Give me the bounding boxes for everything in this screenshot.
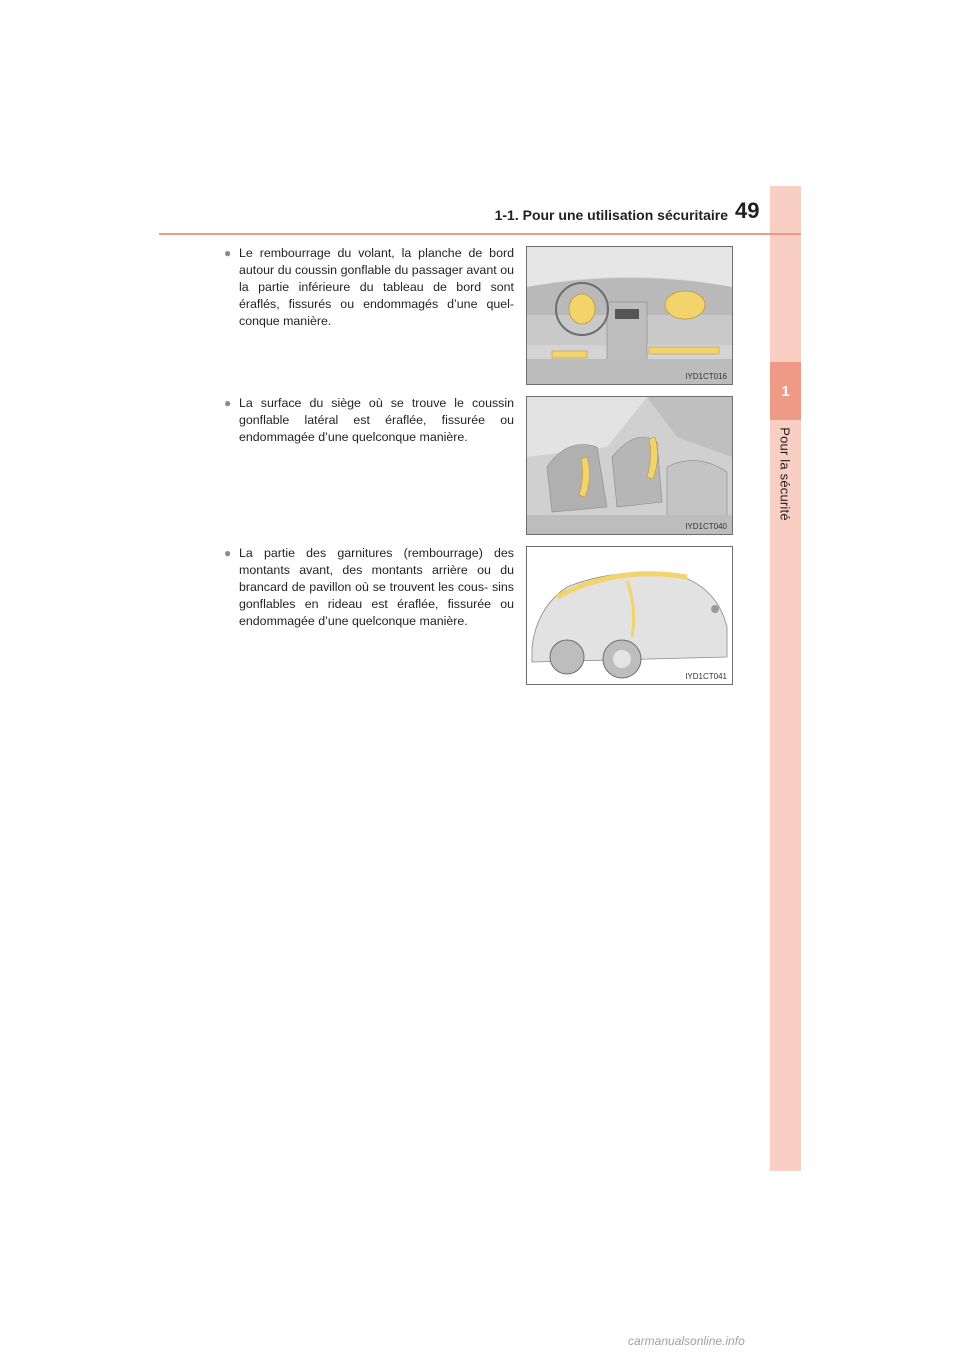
side-airbag-illustration [526, 396, 733, 535]
item-text: La partie des garnitures (rembourrage) des montants avant, des montants arrière ou du brancard de pavillon où se trouvent les cous- sins gonflables en rideau est éraflée, fissurée ou endommagée d’une quelconque manière. [239, 546, 514, 628]
side-tab [770, 186, 801, 1171]
chapter-number: 1 [770, 362, 801, 420]
watermark: carmanualsonline.info [628, 1334, 745, 1348]
section-title: 1-1. Pour une utilisation sécuritaire [494, 207, 728, 223]
item-text: Le rembourrage du volant, la planche de bord autour du coussin gonflable du passager avant ou la partie inférieure du tableau de bord sont éraflés, fissurés ou endommagés d’une quel- conque manière. [239, 246, 514, 328]
dashboard-airbag-illustration [526, 246, 733, 385]
figure-code: IYD1CT016 [685, 372, 727, 381]
bullet-icon: ● [224, 246, 232, 260]
bullet-icon: ● [224, 546, 232, 560]
chapter-label: Pour la sécurité [777, 427, 793, 521]
page-number: 49 [735, 198, 760, 223]
list-item [224, 245, 514, 330]
list-item [224, 545, 514, 630]
figure-code: IYD1CT041 [685, 672, 727, 681]
figure-code: IYD1CT040 [685, 522, 727, 531]
header-rule [159, 233, 801, 235]
bullet-icon: ● [224, 396, 232, 410]
curtain-airbag-illustration [526, 546, 733, 685]
item-text: La surface du siège où se trouve le coussin gonflable latéral est éraflée, fissurée ou endommagée d’une quelconque manière. [239, 396, 514, 444]
list-item [224, 395, 514, 446]
